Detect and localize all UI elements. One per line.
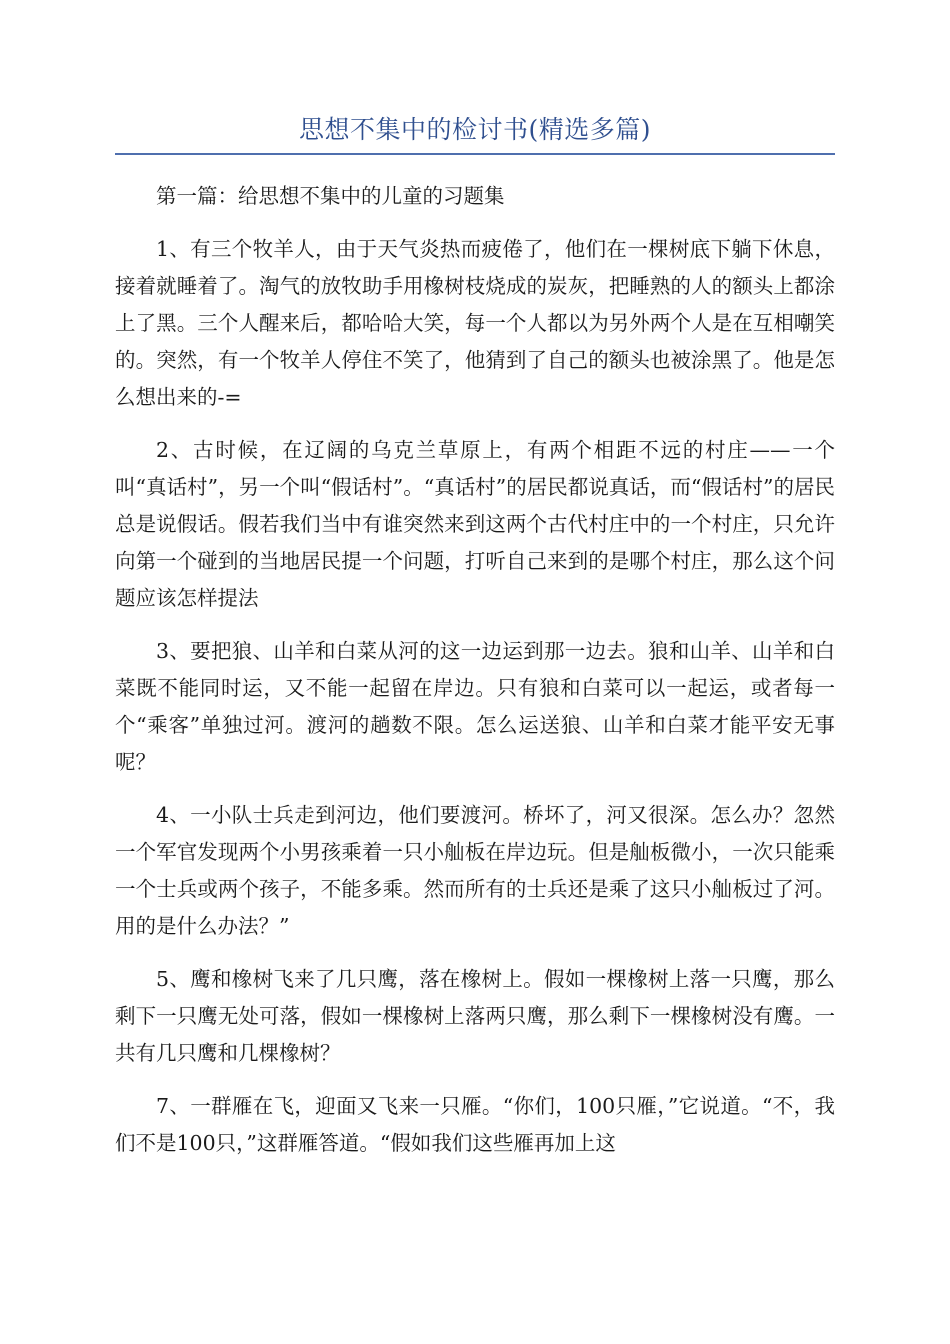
paragraph-7: 7、一群雁在飞，迎面又飞来一只雁。“你们，100只雁，”它说道。“不，我们不是100只，”这群雁答道。“假如我们这些雁再加上这 bbox=[115, 1094, 835, 1155]
title-underline bbox=[115, 153, 835, 155]
paragraph-1: 1、有三个牧羊人，由于天气炎热而疲倦了，他们在一棵树底下躺下休息，接着就睡着了。淘气的放牧助手用橡树枝烧成的炭灰，把睡熟的人的额头上都涂上了黑。三个人醒来后，都哈哈大笑，每一个人都以为另外两个人是在互相嘲笑的。突然，有一个牧羊人停住不笑了，他猜到了自己的额头也被涂黑了。他是怎么想出来的-= bbox=[115, 237, 835, 409]
document-body bbox=[115, 178, 835, 1178]
paragraph-4: 4、一小队士兵走到河边，他们要渡河。桥坏了，河又很深。怎么办？忽然一个军官发现两个小男孩乘着一只小舢板在岸边玩。但是舢板微小，一次只能乘一个士兵或两个孩子，不能多乘。然而所有的士兵还是乘了这只小舢板过了河。用的是什么办法？” bbox=[115, 803, 835, 938]
paragraph-3: 3、要把狼、山羊和白菜从河的这一边运到那一边去。狼和山羊、山羊和白菜既不能同时运，又不能一起留在岸边。只有狼和白菜可以一起运，或者每一个“乘客”单独过河。渡河的趟数不限。怎么运送狼、山羊和白菜才能平安无事呢？ bbox=[115, 639, 835, 774]
document-title: 思想不集中的检讨书(精选多篇) bbox=[298, 115, 651, 144]
paragraph-5: 5、鹰和橡树飞来了几只鹰，落在橡树上。假如一棵橡树上落一只鹰，那么剩下一只鹰无处可落，假如一棵橡树上落两只鹰，那么剩下一棵橡树没有鹰。一共有几只鹰和几棵橡树？ bbox=[115, 967, 835, 1065]
section-heading: 第一篇：给思想不集中的儿童的习题集 bbox=[156, 184, 505, 208]
paragraph-2: 2、古时候，在辽阔的乌克兰草原上，有两个相距不远的村庄——一个叫“真话村”，另一个叫“假话村”。“真话村”的居民都说真话，而“假话村”的居民总是说假话。假若我们当中有谁突然来到这两个古代村庄中的一个村庄，只允许向第一个碰到的当地居民提一个问题，打听自己来到的是哪个村庄，那么这个问题应该怎样提法 bbox=[115, 438, 835, 610]
